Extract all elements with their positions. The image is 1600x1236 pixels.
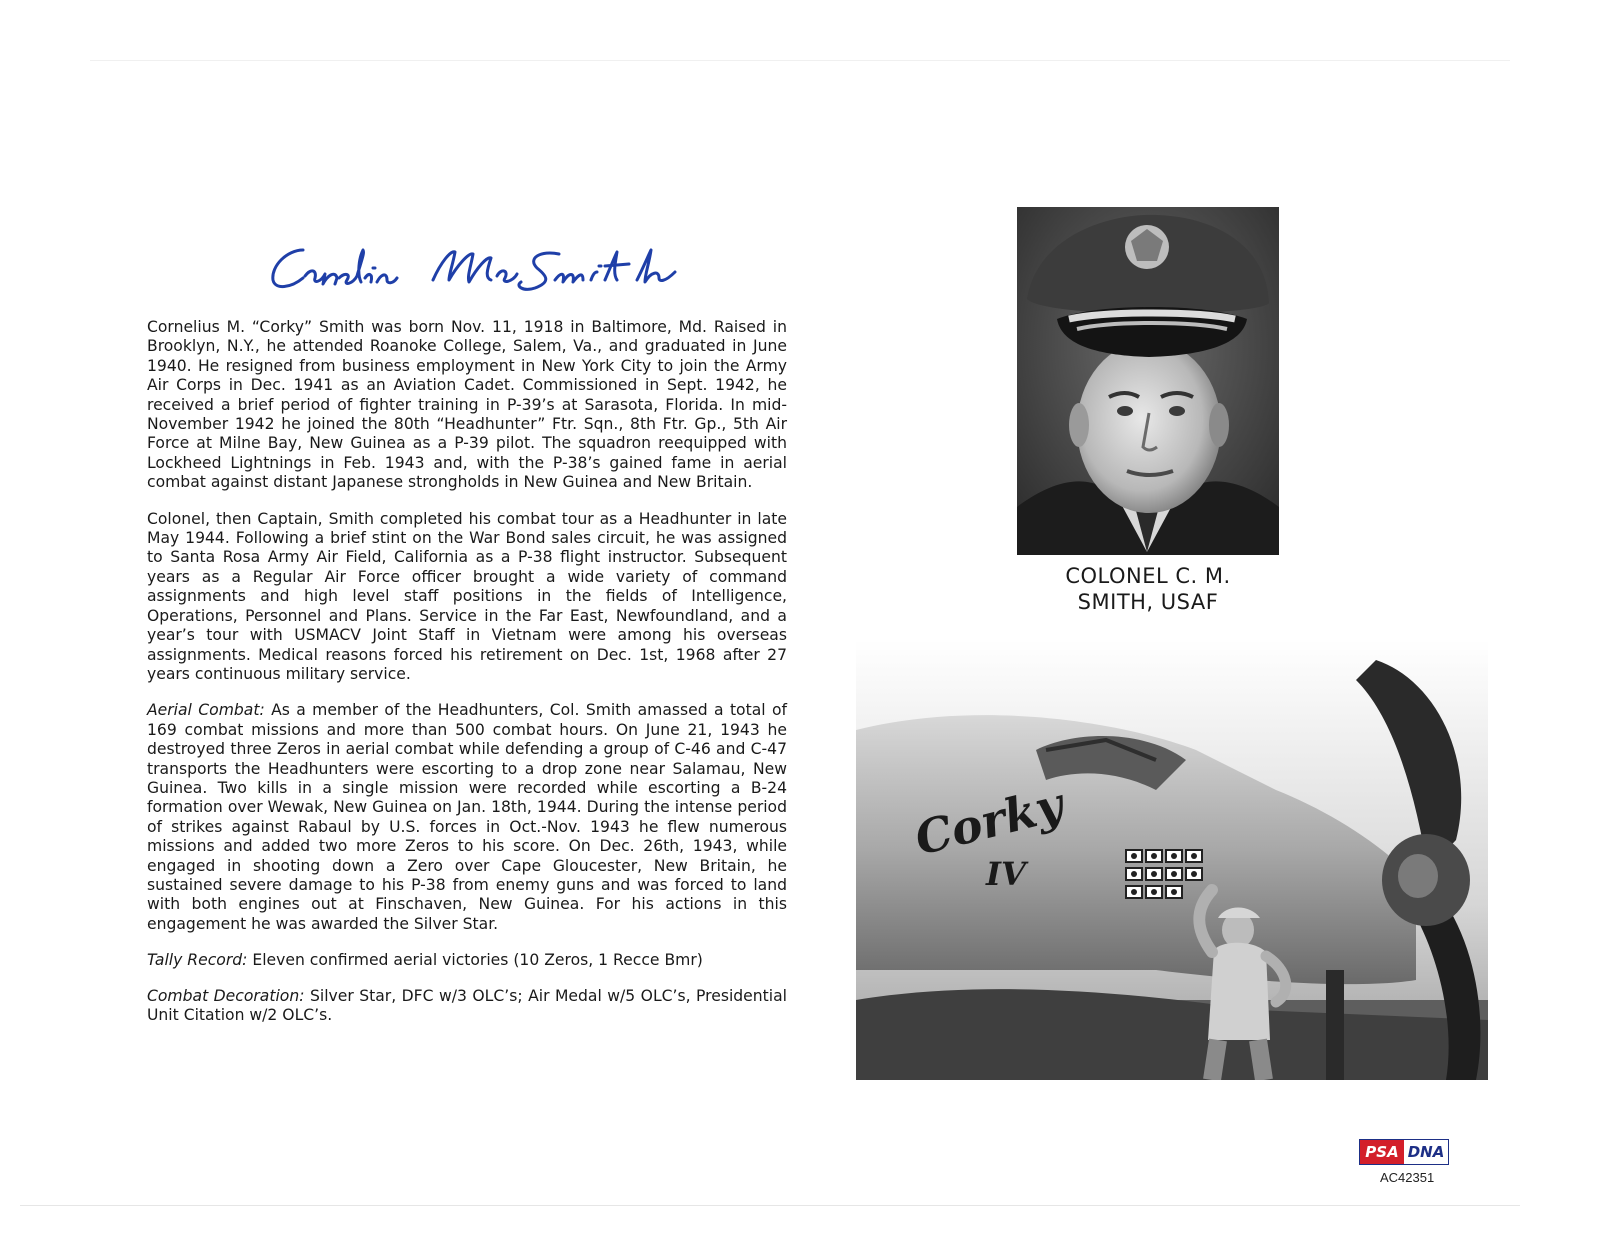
bio-paragraph-early-life: Cornelius M. “Corky” Smith was born Nov. 11, 1918 in Baltimore, Md. Raised in Brooklyn, N.Y., he attended Roanoke College, Salem, Va., and graduated in June 1940. He resigned from business employment in New York City to join the Army Air Corps in Dec. 1941 as an Aviation Cadet. Commissioned in Sept. 1942, he received a brief period of fighter training in P-39’s at Sarasota, Florida. In mid-November 1942 he joined the 80th “Headhunter” Ftr. Sqn., 8th Ftr. Gp., 5th Air Force at Milne Bay, New Guinea as a P-39 pilot. The squadron reequipped with Lockheed Lightnings in Feb. 1943 and, with the P-38’s gained fame in aerial combat against distant Japanese strongholds in New Guinea and New Britain. xyxy=(147,318,787,492)
portrait-caption xyxy=(1017,563,1279,615)
dna-logo-text: DNA xyxy=(1404,1140,1448,1164)
combat-decoration-label: Combat Decoration: xyxy=(147,986,305,1005)
biography-text xyxy=(147,318,787,1042)
psa-logo-text: PSA xyxy=(1360,1140,1404,1164)
tally-record-text: Eleven confirmed aerial victories (10 Zeros, 1 Recce Bmr) xyxy=(247,951,703,970)
caption-line-name: SMITH, USAF xyxy=(1077,590,1219,614)
bio-paragraph-career: Colonel, then Captain, Smith completed his combat tour as a Headhunter in late May 1944. Following a brief stint on the War Bond sales circuit, he was assigned to Santa Rosa Army Air Field, California as a P-38 flight instructor. Subsequent years as a Regular Air Force officer brought a wide variety of command assignments and high level staff positions in the fields of Intelligence, Operations, Personnel and Plans. Service in the Far East, Newfoundland, and a year’s tour with USMACV Joint Staff in Vietnam were among his overseas assignments. Medical reasons forced his retirement on Dec. 1st, 1968 after 27 years continuous military service. xyxy=(147,509,787,683)
bio-paragraph-decorations xyxy=(147,987,787,1026)
psa-dna-logo xyxy=(1359,1139,1449,1165)
portrait-photo xyxy=(1017,207,1279,555)
nose-art-number: IV xyxy=(986,855,1026,893)
aircraft-photo xyxy=(856,640,1488,1080)
bio-paragraph-aerial-combat xyxy=(147,701,787,934)
aerial-combat-label: Aerial Combat: xyxy=(147,701,265,720)
certificate-number: AC42351 xyxy=(1380,1170,1435,1185)
aircraft-illustration xyxy=(856,640,1488,1080)
caption-line-rank: COLONEL C. M. xyxy=(1065,564,1231,588)
portrait-illustration xyxy=(1017,207,1279,555)
nose-art-name: Corky xyxy=(909,776,1069,866)
bio-paragraph-tally xyxy=(147,951,787,970)
combat-decoration-text: Silver Star, DFC w/3 OLC’s; Air Medal w/5 OLC’s, Presidential Unit Citation w/2 OLC’s. xyxy=(147,986,787,1024)
aerial-combat-text: As a member of the Headhunters, Col. Smith amassed a total of 169 combat missions and more than 500 combat hours. On June 21, 1943 he destroyed three Zeros in aerial combat while defending a group of C-46 and C-47 transports the Headhunters were escorting to a drop zone near Salamau, New Guinea. Two kills in a single mission were recorded while escorting a B-24 formation over Wewak, New Guinea on Jan. 18th, 1944. During the intense period of strikes against Rabaul by U.S. forces in Oct.-Nov. 1943 he flew numerous missions and added two more Zeros to his score. On Dec. 26th, 1943, while engaged in shooting down a Zero over Cape Gloucester, New Britain, he sustained severe damage to his P-38 from enemy guns and was forced to land with both engines out at Finschaven, New Guinea. For his actions in this engagement he was awarded the Silver Star. xyxy=(147,701,787,933)
autograph-signature xyxy=(265,228,685,300)
tally-record-label: Tally Record: xyxy=(147,951,248,970)
page-edge-bottom xyxy=(20,1205,1520,1206)
page-edge-top xyxy=(90,60,1510,61)
